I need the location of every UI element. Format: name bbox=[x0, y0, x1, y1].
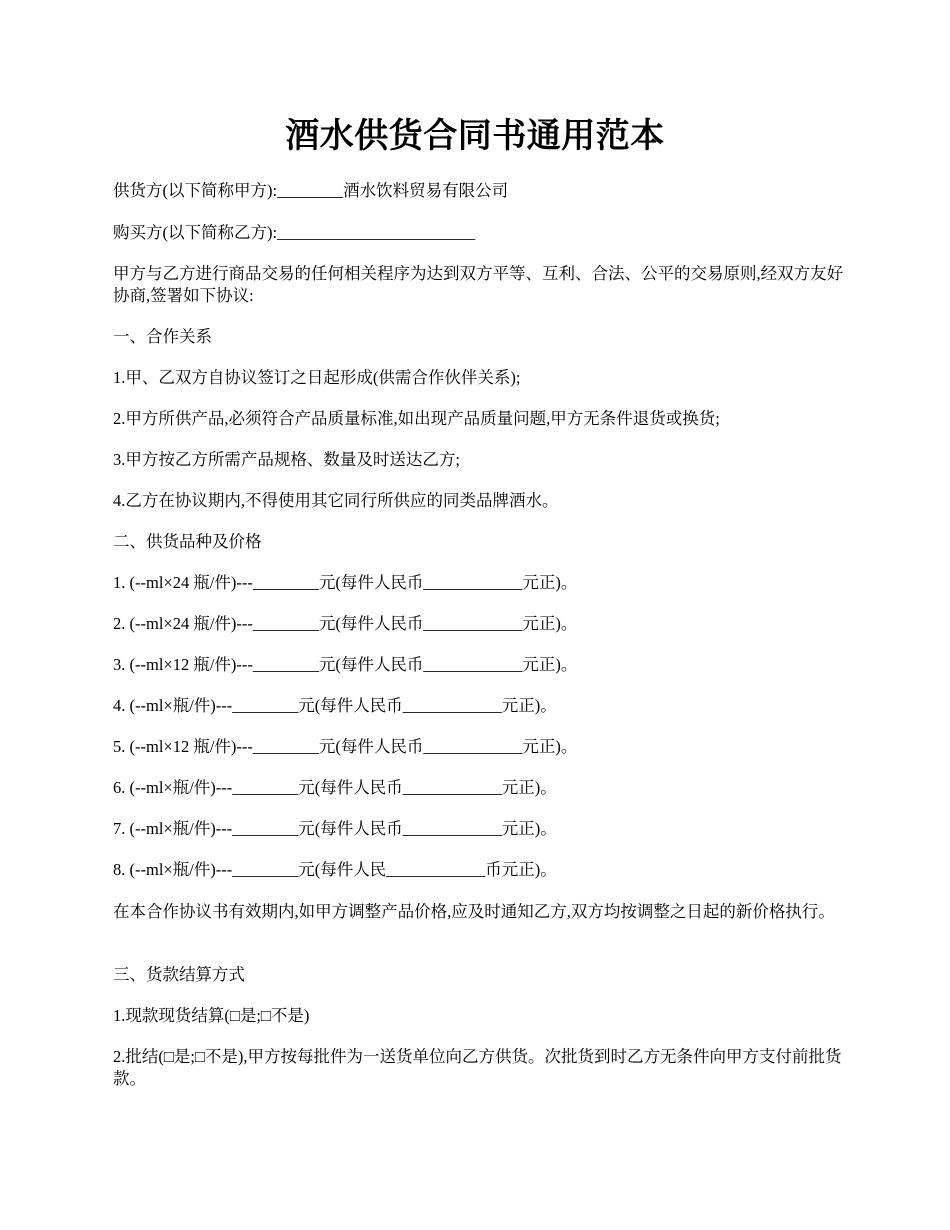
price-item: 5. (--ml×12 瓶/件)---________元(每件人民币____________元正)。 bbox=[113, 737, 578, 756]
price-item: 8. (--ml×瓶/件)---________元(每件人民____________币元正)。 bbox=[113, 860, 557, 879]
buyer-line: 购买方(以下简称乙方):________________________ bbox=[113, 223, 476, 242]
price-adjustment-paragraph: 在本合作协议书有效期内,如甲方调整产品价格,应及时通知乙方,双方均按调整之日起的新价格执行。 bbox=[113, 902, 835, 921]
price-item: 7. (--ml×瓶/件)---________元(每件人民币____________元正)。 bbox=[113, 819, 557, 838]
payment-item: 1.现款现货结算(□是;□不是) bbox=[113, 1006, 310, 1025]
intro-paragraph: 甲方与乙方进行商品交易的任何相关程序为达到双方平等、互利、合法、公平的交易原则,经双方友好协商,签署如下协议: bbox=[113, 264, 844, 305]
price-item: 4. (--ml×瓶/件)---________元(每件人民币____________元正)。 bbox=[113, 696, 557, 715]
section-heading-products: 二、供货品种及价格 bbox=[113, 532, 262, 551]
document-title: 酒水供货合同书通用范本 bbox=[285, 118, 665, 155]
clause-item: 2.甲方所供产品,必须符合产品质量标准,如出现产品质量问题,甲方无条件退货或换货; bbox=[113, 409, 720, 428]
payment-item: 2.批结(□是;□不是),甲方按每批件为一送货单位向乙方供货。次批货到时乙方无条件向甲方支付前批货款。 bbox=[113, 1047, 842, 1088]
supplier-line: 供货方(以下简称甲方):________酒水饮料贸易有限公司 bbox=[113, 181, 509, 200]
section-heading-payment: 三、货款结算方式 bbox=[113, 965, 245, 984]
section-heading-cooperation: 一、合作关系 bbox=[113, 327, 212, 346]
price-item: 3. (--ml×12 瓶/件)---________元(每件人民币____________元正)。 bbox=[113, 655, 578, 674]
clause-item: 3.甲方按乙方所需产品规格、数量及时送达乙方; bbox=[113, 450, 460, 469]
clause-item: 1.甲、乙双方自协议签订之日起形成(供需合作伙伴关系); bbox=[113, 368, 521, 387]
clause-item: 4.乙方在协议期内,不得使用其它同行所供应的同类品牌酒水。 bbox=[113, 491, 559, 510]
price-item: 6. (--ml×瓶/件)---________元(每件人民币____________元正)。 bbox=[113, 778, 557, 797]
price-item: 2. (--ml×24 瓶/件)---________元(每件人民币____________元正)。 bbox=[113, 614, 578, 633]
price-item: 1. (--ml×24 瓶/件)---________元(每件人民币____________元正)。 bbox=[113, 573, 578, 592]
